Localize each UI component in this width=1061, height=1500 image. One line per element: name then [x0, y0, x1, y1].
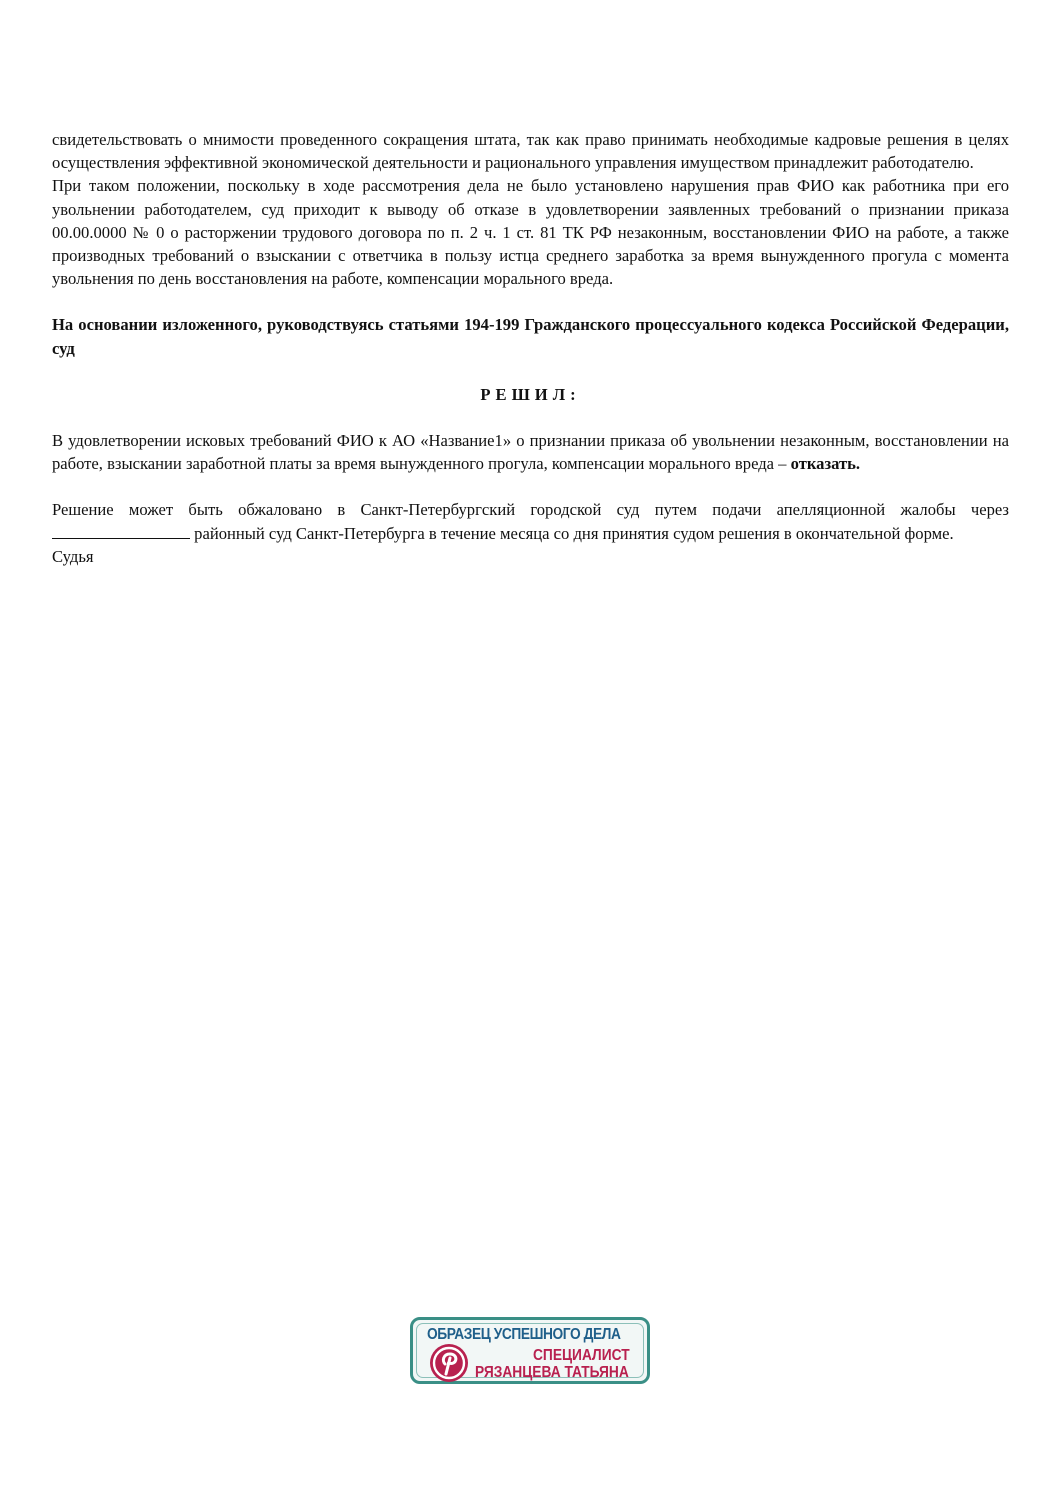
- paragraph-appeal: [52, 498, 1009, 544]
- paragraph-basis: На основании изложенного, руководствуясь статьями 194-199 Гражданского процессуального кодекса Российской Федерации, суд: [52, 315, 1009, 358]
- paragraph-conclusion: При таком положении, поскольку в ходе рассмотрения дела не было установлено нарушения прав ФИО как работника при его увольнении работодателем, суд приходит к выводу об отказе в удовлетворении заявленных требований о признании приказа 00.00.0000 № 0 о расторжении трудового договора по п. 2 ч. 1 ст. 81 ТК РФ незаконным, восстановлении ФИО на работе, а также производных требований о взыскании с ответчика в пользу истца среднего заработка за время вынужденного прогула с момента увольнения по день восстановления на работе, компенсации морального вреда.: [52, 176, 1009, 289]
- court-name-blank: [52, 524, 190, 539]
- success-case-stamp: [410, 1317, 650, 1384]
- pinterest-icon: [429, 1343, 469, 1383]
- appeal-text-2: районный суд Санкт-Петербурга в течение месяца со дня принятия судом решения в окончательной форме.: [194, 523, 954, 543]
- appeal-text-1: Решение может быть обжаловано в Санкт-Петербургский городской суд путем подачи апелляционной жалобы через: [52, 500, 1009, 520]
- stamp-name: РЯЗАНЦЕВА ТАТЬЯНА: [475, 1364, 629, 1381]
- paragraph-mnimost: свидетельствовать о мнимости проведенного сокращения штата, так как право принимать необходимые кадровые решения в целях осуществления эффективной экономической деятельности и рационального управления имуществом принадлежит работодателю.: [52, 130, 1009, 173]
- stamp-specialist: СПЕЦИАЛИСТ: [533, 1347, 630, 1364]
- document-body: [52, 128, 1009, 568]
- paragraph-decision: [52, 429, 1009, 475]
- judge-label: Судья: [52, 546, 94, 566]
- decided-heading: РЕШИЛ:: [480, 384, 581, 404]
- stamp-title: ОБРАЗЕЦ УСПЕШНОГО ДЕЛА: [427, 1326, 621, 1343]
- decision-text: В удовлетворении исковых требований ФИО к АО «Название1» о признании приказа об увольнении незаконным, восстановлении на работе, взыскании заработной платы за время вынужденного прогула, компенсации морального вреда –: [52, 431, 1009, 474]
- decision-verdict: отказать.: [790, 454, 861, 474]
